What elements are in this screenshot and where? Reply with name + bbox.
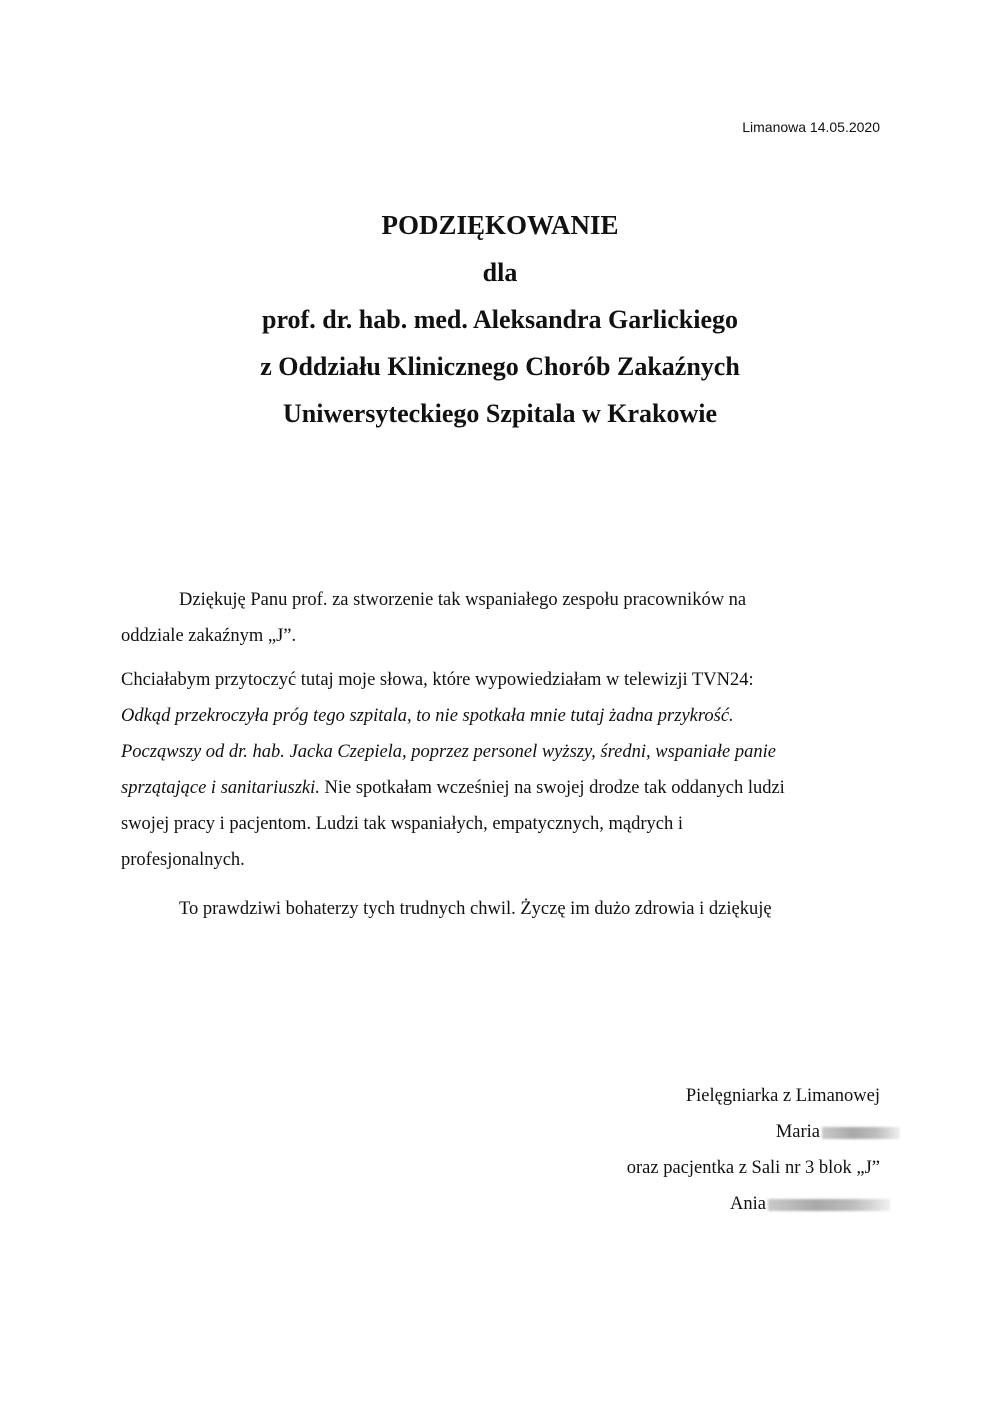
- paragraph-closing: [121, 891, 891, 927]
- title-line-department: z Oddziału Klinicznego Chorób Zakaźnych: [260, 352, 740, 381]
- letter-date: Limanowa 14.05.2020: [742, 119, 880, 135]
- paragraph-line: To prawdziwi bohaterzy tych trudnych chwil. Życzę im dużo zdrowia i dziękuję: [179, 899, 772, 919]
- paragraph-text: Nie spotkałam wcześniej na swojej drodze tak oddanych ludzi: [319, 778, 785, 798]
- quote-end: sprzątające i sanitariuszki.: [121, 778, 320, 798]
- paragraph-line: oddziale zakaźnym „J”.: [121, 626, 297, 646]
- quote-line: Odkąd przekroczyła próg tego szpitala, to nie spotkała mnie tutaj żadna przykrość.: [121, 706, 734, 726]
- title-line-for: dla: [482, 258, 518, 287]
- signature-block: [627, 1078, 880, 1222]
- letter-heading: PODZIĘKOWANIE: [381, 210, 619, 240]
- signature-name-ania: [627, 1186, 880, 1222]
- signature-role: Pielęgniarka z Limanowej: [685, 1086, 880, 1106]
- signature-name-maria: [627, 1114, 880, 1150]
- quote-line: Począwszy od dr. hab. Jacka Czepiela, poprzez personel wyższy, średni, wspaniałe panie: [121, 742, 776, 762]
- title-line-recipient: prof. dr. hab. med. Aleksandra Garlickiego: [262, 305, 738, 334]
- signature-first-name: Maria: [775, 1122, 820, 1142]
- paragraph-line: [121, 770, 891, 806]
- title-line-hospital: Uniwersyteckiego Szpitala w Krakowie: [282, 399, 717, 428]
- paragraph-line: Chciałabym przytoczyć tutaj moje słowa, które wypowiedziałam w telewizji TVN24:: [121, 670, 754, 690]
- redacted-surname: [822, 1127, 900, 1139]
- paragraph-line: profesjonalnych.: [121, 850, 245, 870]
- paragraph-line: Dziękuję Panu prof. za stworzenie tak wspaniałego zespołu pracowników na: [179, 590, 747, 610]
- paragraph-line: swojej pracy i pacjentom. Ludzi tak wspaniałych, empatycznych, mądrych i: [121, 814, 684, 834]
- paragraph-quote: [121, 662, 891, 878]
- signature-patient-role: oraz pacjentka z Sali nr 3 blok „J”: [626, 1158, 880, 1178]
- redacted-surname: [768, 1199, 890, 1211]
- paragraph-thanks: [121, 582, 891, 654]
- letter-title-block: [0, 202, 1000, 437]
- signature-first-name: Ania: [730, 1194, 766, 1214]
